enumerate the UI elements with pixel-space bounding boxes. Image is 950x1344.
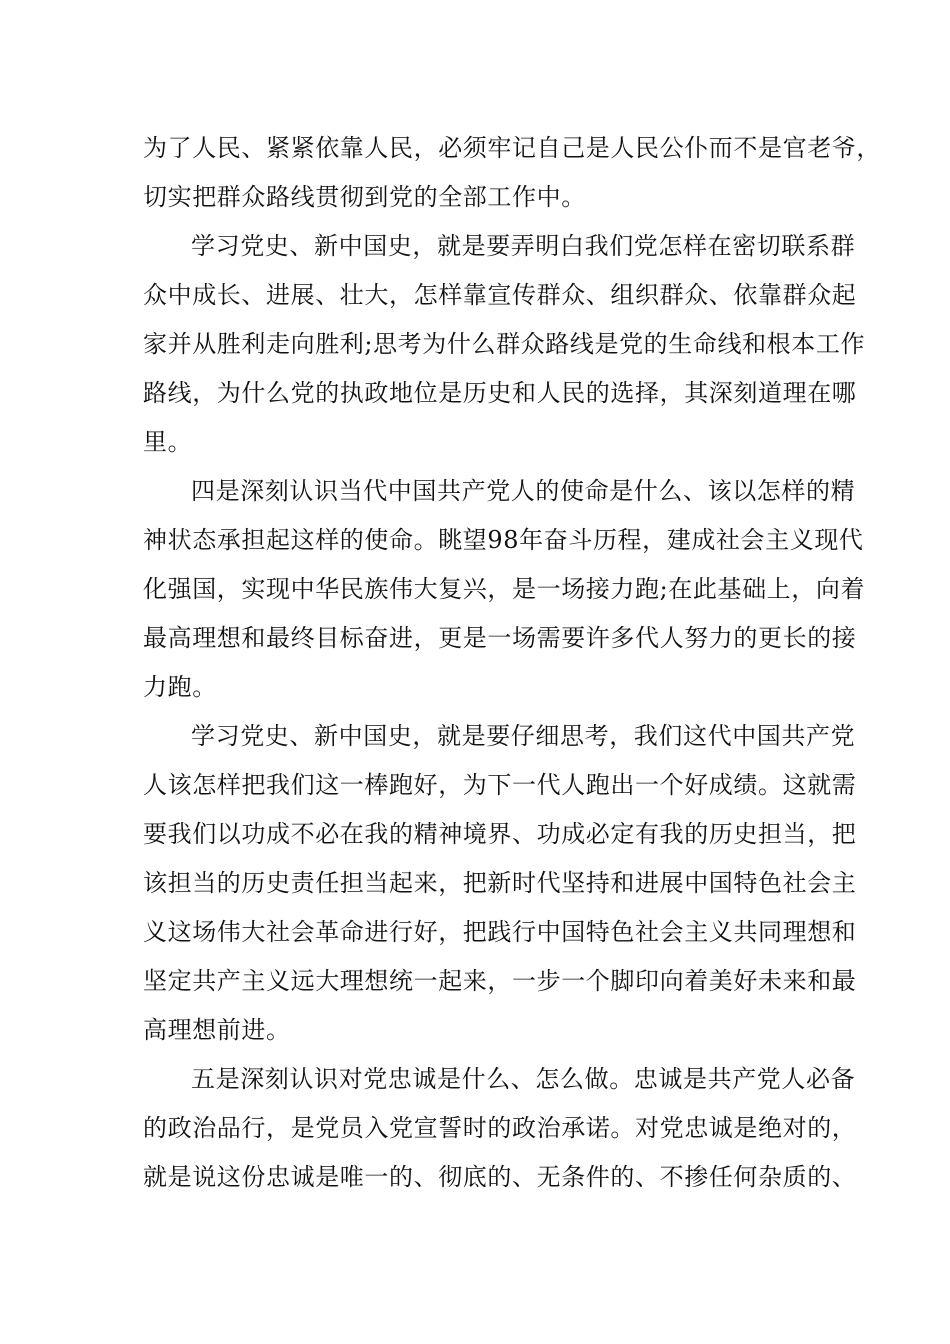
text-line: 四是深刻认识当代中国共产党人的使命是什么、该以怎样的精: [191, 477, 856, 505]
text-line: 众中成长、进展、壮大，怎样靠宣传群众、组织群众、依靠群众起: [143, 281, 857, 309]
paragraph-4: [143, 712, 857, 1055]
text-line: 坚定共产主义远大理想统一起来，一步一个脚印向着美好未来和最: [143, 967, 857, 995]
text-line: 化强国，实现中华民族伟大复兴，是一场接力跑;在此基础上，向着: [143, 575, 866, 603]
text-line: 的政治品行，是党员入党宣誓时的政治承诺。对党忠诚是绝对的，: [143, 1114, 857, 1142]
text-line: 家并从胜利走向胜利;思考为什么群众路线是党的生命线和根本工作: [143, 330, 866, 358]
text-line: 切实把群众路线贯彻到党的全部工作中。: [143, 183, 586, 211]
paragraph-3: [143, 467, 866, 712]
text-line: 该担当的历史责任担当起来，把新时代坚持和进展中国特色社会主: [143, 869, 857, 897]
document-body: [143, 124, 881, 1202]
text-line: 力跑。: [143, 673, 217, 701]
text-line: 里。: [143, 428, 193, 456]
text-line: 高理想前进。: [143, 1016, 291, 1044]
text-line: 为了人民、紧紧依靠人民，必须牢记自己是人民公仆而不是官老爷，: [143, 134, 881, 162]
text-line: 人该怎样把我们这一棒跑好，为下一代人跑出一个好成绩。这就需: [143, 771, 857, 799]
text-line: 五是深刻认识对党忠诚是什么、怎么做。忠诚是共产党人必备: [191, 1065, 856, 1093]
text-line: 学习党史、新中国史，就是要仔细思考，我们这代中国共产党: [191, 722, 856, 750]
text-line: 义这场伟大社会革命进行好，把践行中国特色社会主义共同理想和: [143, 918, 857, 946]
paragraph-5: [143, 1055, 857, 1202]
text-line: 路线，为什么党的执政地位是历史和人民的选择，其深刻道理在哪: [143, 379, 857, 407]
paragraph-1: [143, 124, 881, 222]
text-line: 要我们以功成不必在我的精神境界、功成必定有我的历史担当，把: [143, 820, 857, 848]
text-line: 学习党史、新中国史，就是要弄明白我们党怎样在密切联系群: [191, 232, 856, 260]
text-line: 就是说这份忠诚是唯一的、彻底的、无条件的、不掺任何杂质的、: [143, 1163, 857, 1191]
text-line: 最高理想和最终目标奋进，更是一场需要许多代人努力的更长的接: [143, 624, 857, 652]
paragraph-2: [143, 222, 866, 467]
text-line: 神状态承担起这样的使命。眺望98年奋斗历程，建成社会主义现代: [143, 526, 864, 554]
